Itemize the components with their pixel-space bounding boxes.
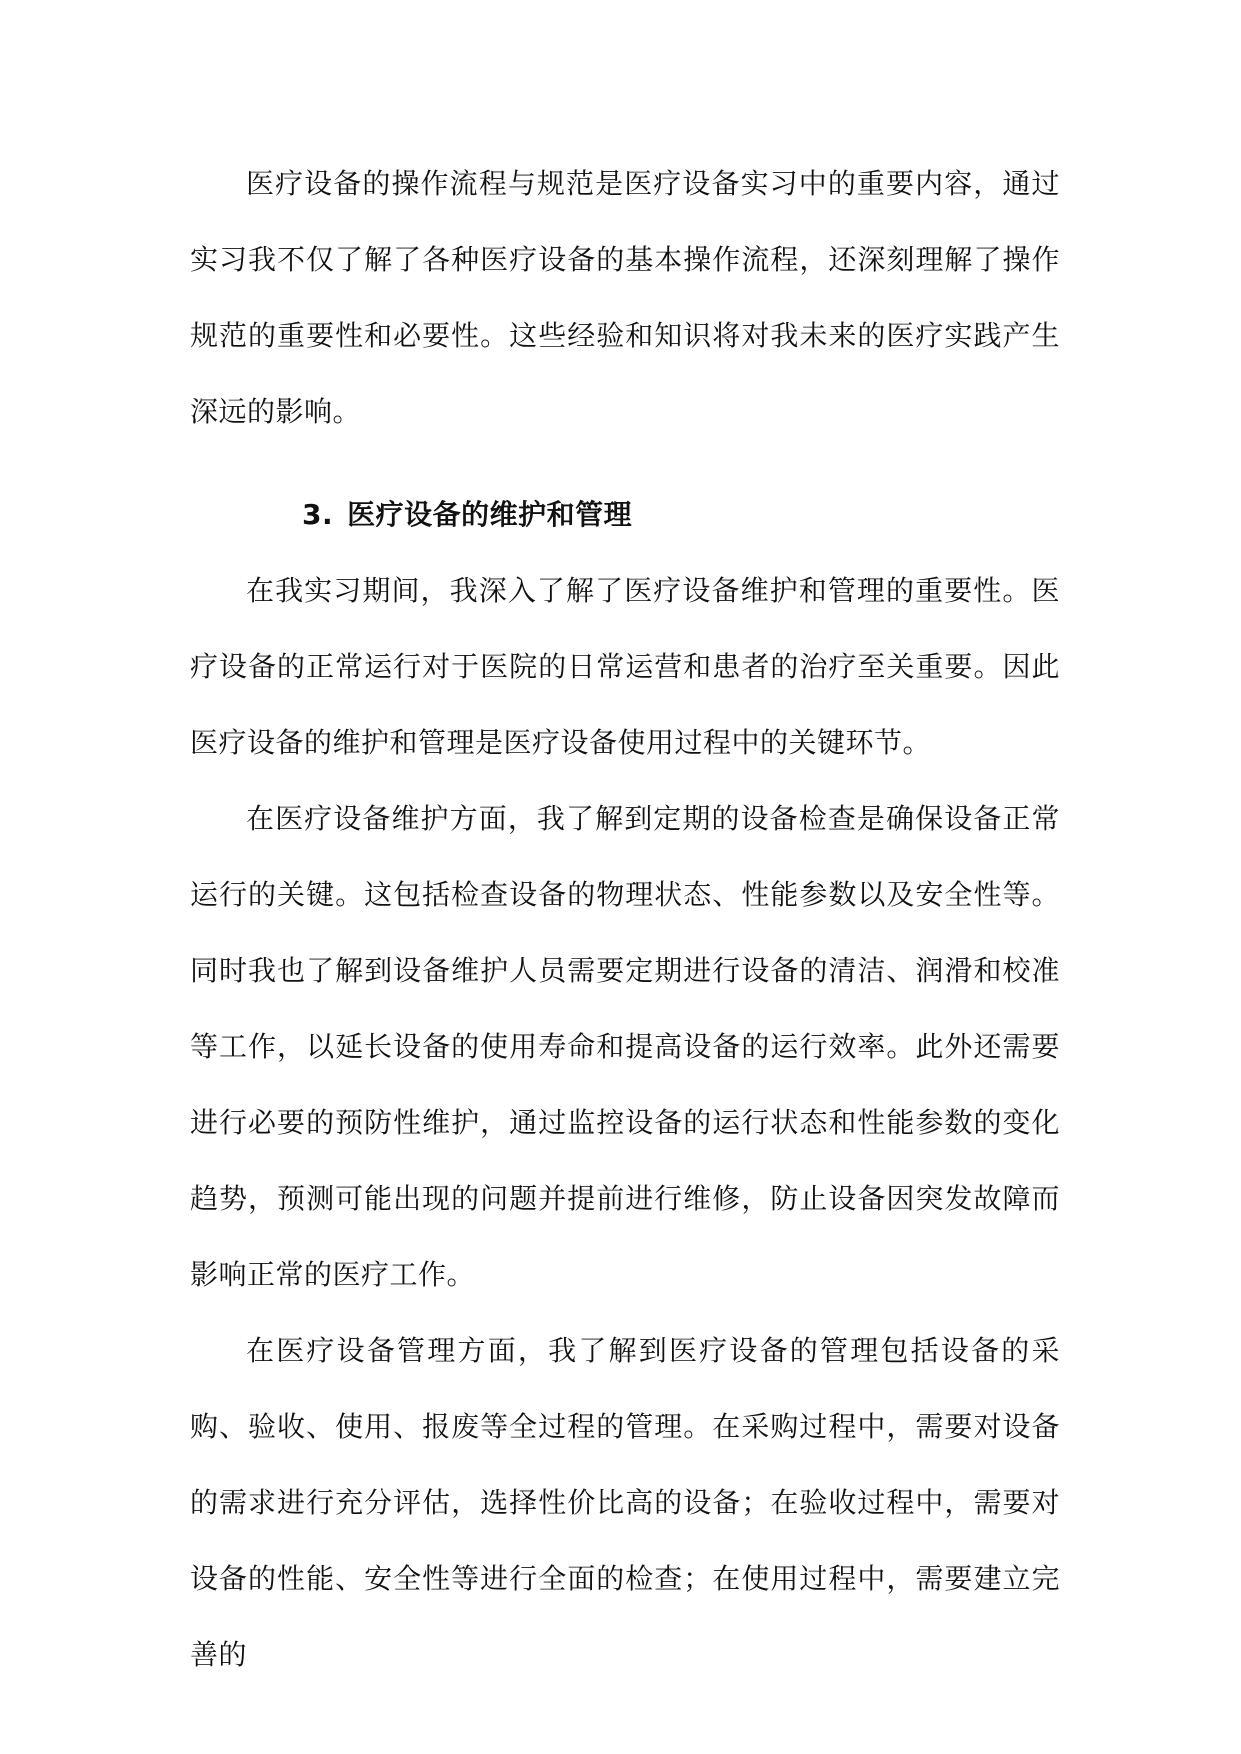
paragraph-maintenance-intro: 在我实习期间，我深入了解了医疗设备维护和管理的重要性。医疗设备的正常运行对于医院的日常运营和患者的治疗至关重要。因此医疗设备的维护和管理是医疗设备使用过程中的关键环节。 [190,574,1060,759]
section-number: 3. [302,498,334,531]
paragraph-operation-summary: 医疗设备的操作流程与规范是医疗设备实习中的重要内容，通过实习我不仅了解了各种医疗设备的基本操作流程，还深刻理解了操作规范的重要性和必要性。这些经验和知识将对我未来的医疗实践产生深远的影响。 [190,167,1060,428]
section-heading [190,477,1060,553]
paragraph-maintenance-details: 在医疗设备维护方面，我了解到定期的设备检查是确保设备正常运行的关键。这包括检查设备的物理状态、性能参数以及安全性等。同时我也了解到设备维护人员需要定期进行设备的清洁、润滑和校准等工作，以延长设备的使用寿命和提高设备的运行效率。此外还需要进行必要的预防性维护，通过监控设备的运行状态和性能参数的变化趋势，预测可能出现的问题并提前进行维修，防止设备因突发故障而影响正常的医疗工作。 [190,802,1060,1291]
document-body [190,146,1060,1693]
paragraph-management-details: 在医疗设备管理方面，我了解到医疗设备的管理包括设备的采购、验收、使用、报废等全过程的管理。在采购过程中，需要对设备的需求进行充分评估，选择性价比高的设备；在验收过程中，需要对设备的性能、安全性等进行全面的检查；在使用过程中，需要建立完善的 [190,1334,1060,1671]
section-title: 医疗设备的维护和管理 [347,498,633,531]
